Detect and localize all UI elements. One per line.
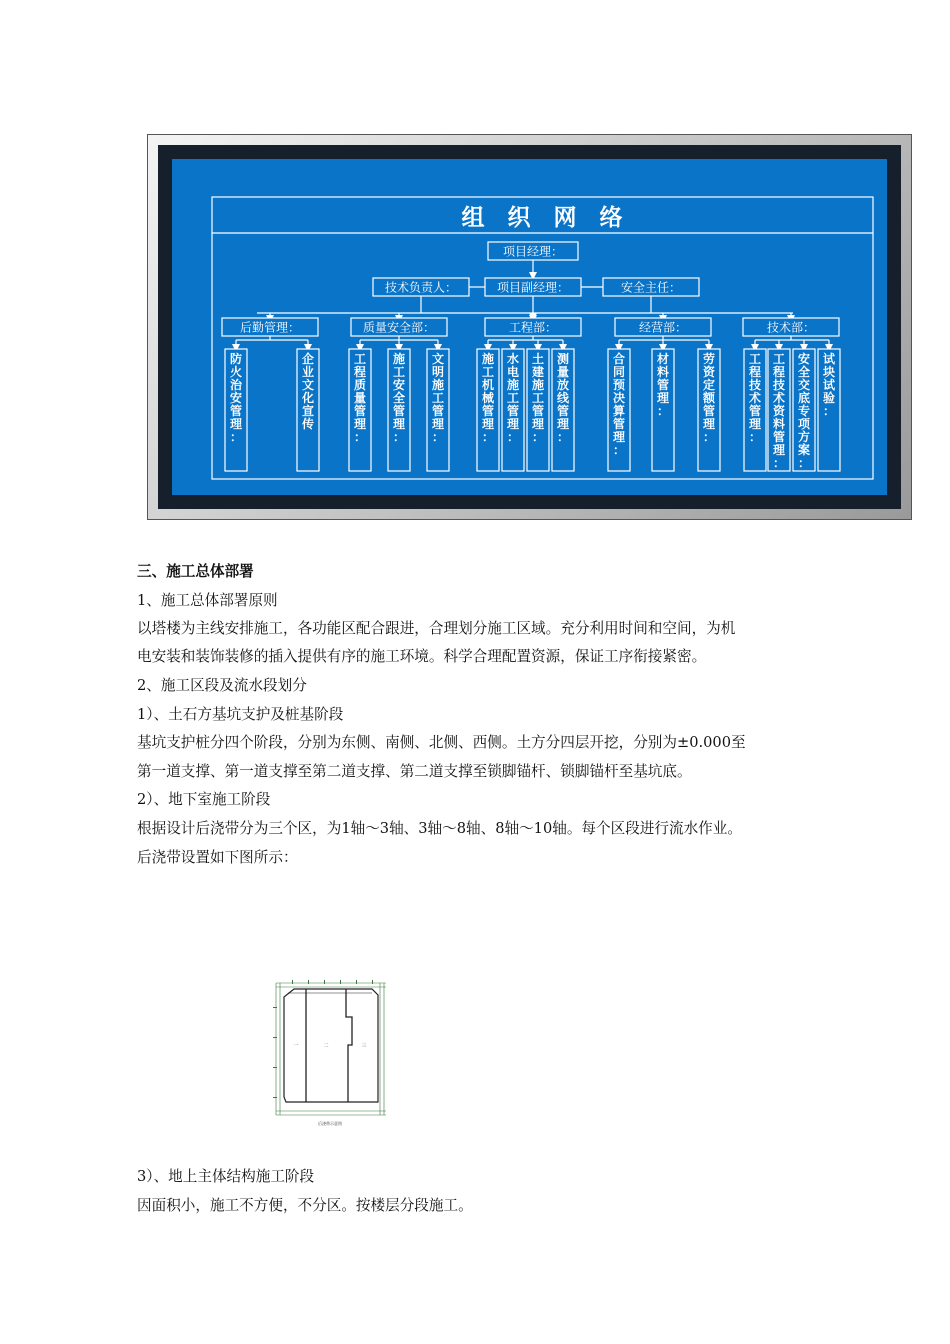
section-heading: 三、施工总体部署 bbox=[137, 563, 254, 580]
unit-label: 合同预决算管理： bbox=[612, 352, 626, 457]
subheading-basement: 2）、地下室施工阶段 bbox=[137, 791, 271, 808]
unit-label: 测量放线管理： bbox=[556, 352, 570, 444]
second-row-node: 安全主任： bbox=[620, 280, 682, 295]
unit-label: 企业文化宣传 bbox=[301, 352, 315, 431]
paragraph-line: 基坑支护桩分四个阶段，分别为东侧、南侧、北侧、西侧。土方分四层开挖，分别为±0.000至 bbox=[137, 734, 746, 751]
zone-label: 二 bbox=[323, 1043, 329, 1049]
paragraph-line: 因面积小，施工不方便，不分区。按楼层分段施工。 bbox=[137, 1197, 473, 1214]
top-node: 项目经理： bbox=[502, 244, 564, 259]
paragraph-line: 后浇带设置如下图所示： bbox=[137, 849, 298, 866]
unit-label: 施工机械管理： bbox=[481, 352, 495, 444]
grid-lines bbox=[276, 983, 386, 1115]
org-chart bbox=[172, 159, 893, 501]
unit-label: 水电施工管理： bbox=[506, 352, 520, 444]
department-node: 经营部： bbox=[638, 320, 688, 335]
paragraph-line: 电安装和装饰装修的插入提供有序的施工环境。科学合理配置资源，保证工序衔接紧密。 bbox=[137, 648, 707, 665]
subheading-superstructure: 3）、地上主体结构施工阶段 bbox=[137, 1168, 315, 1185]
paragraph-line: 第一道支撑、第一道支撑至第二道支撑、第二道支撑至锁脚锚杆、锁脚锚杆至基坑底。 bbox=[137, 763, 692, 780]
paragraph-line: 根据设计后浇带分为三个区，为1轴～3轴、3轴～8轴、8轴～10轴。每个区段进行流水作业。 bbox=[137, 820, 742, 837]
org-chart-board bbox=[147, 134, 912, 520]
department-node: 工程部： bbox=[508, 320, 558, 335]
unit-label: 工程技术管理： bbox=[748, 352, 762, 444]
unit-label: 试块试验： bbox=[822, 352, 836, 418]
zone-label: 一 bbox=[293, 1043, 299, 1049]
chart-title: 组 织 网 络 bbox=[461, 204, 623, 231]
subheading-earthwork: 1）、土石方基坑支护及桩基阶段 bbox=[137, 706, 344, 723]
unit-label: 施工安全管理： bbox=[392, 352, 406, 444]
unit-label: 劳资定额管理： bbox=[702, 352, 716, 444]
zone-label: 三 bbox=[361, 1043, 367, 1049]
department-node: 技术部： bbox=[766, 320, 816, 335]
paragraph-line: 以塔楼为主线安排施工，各功能区配合跟进，合理划分施工区域。充分利用时间和空间，为机 bbox=[137, 620, 736, 637]
plan-caption: 后浇带示意图 bbox=[318, 1121, 342, 1126]
unit-label: 防火治安管理： bbox=[229, 352, 243, 444]
subheading-zoning: 2、施工区段及流水段划分 bbox=[137, 677, 307, 694]
unit-label: 工程质量管理： bbox=[353, 352, 367, 444]
board-border bbox=[158, 145, 901, 509]
unit-label: 土建施工管理： bbox=[531, 352, 545, 444]
post-pour-strip-plan bbox=[272, 977, 390, 1127]
second-row-node: 项目副经理： bbox=[496, 280, 570, 295]
post-pour-strip-2 bbox=[346, 989, 352, 1102]
unit-label: 材料管理： bbox=[656, 352, 670, 418]
second-row-node: 技术负责人： bbox=[384, 280, 458, 295]
department-node: 质量安全部： bbox=[362, 320, 436, 335]
unit-label: 文明施工管理： bbox=[431, 352, 445, 444]
org-chart-panel bbox=[172, 159, 887, 495]
department-node: 后勤管理： bbox=[239, 320, 301, 335]
unit-label: 工程技术资料管理： bbox=[772, 352, 786, 470]
unit-label: 安全交底专项方案： bbox=[797, 352, 811, 470]
subheading-principle: 1、施工总体部署原则 bbox=[137, 592, 278, 609]
grid-ticks bbox=[273, 980, 373, 1098]
